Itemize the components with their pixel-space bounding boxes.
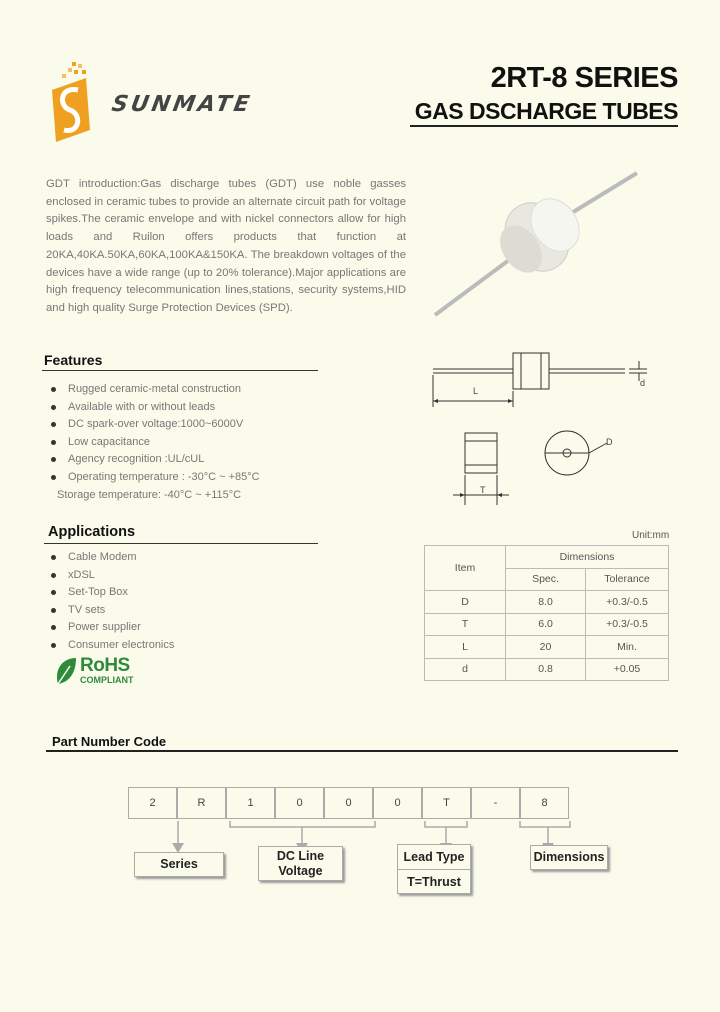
list-item: Rugged ceramic-metal construction (44, 381, 324, 399)
pn-char: T (422, 787, 471, 819)
brand-name: SUNMATE (109, 92, 255, 117)
part-number-divider (46, 750, 678, 752)
dc-voltage-box: DC Line Voltage (258, 846, 343, 881)
pn-char: 0 (324, 787, 373, 819)
dim-label-L: L (473, 386, 479, 396)
pn-char: 8 (520, 787, 569, 819)
part-number-heading: Part Number Code (52, 734, 167, 749)
spec-header: Spec. (506, 568, 586, 591)
page-title: 2RT-8 SERIES (490, 62, 678, 94)
dim-label-D: D (606, 437, 613, 447)
title-divider (410, 125, 678, 127)
series-box: Series (134, 852, 224, 877)
pn-char: 1 (226, 787, 275, 819)
storage-temperature: Storage temperature: -40°C ~ +115°C (57, 489, 242, 501)
dimensions-table (424, 545, 669, 681)
table-row: d 0.8 +0.05 (425, 658, 669, 681)
list-item: Set-Top Box (44, 584, 324, 602)
list-item: Operating temperature : -30°C ~ +85°C (44, 469, 324, 487)
list-item: DC spark-over voltage:1000~6000V (44, 416, 324, 434)
dimensions-header: Dimensions (506, 546, 669, 569)
list-item: Power supplier (44, 619, 324, 637)
applications-list (44, 549, 324, 654)
leaf-icon (54, 656, 78, 686)
list-item: Low capacitance (44, 434, 324, 452)
sunmate-logo (42, 60, 102, 150)
list-item: Available with or without leads (44, 399, 324, 417)
pn-char: - (471, 787, 520, 819)
features-list (44, 381, 324, 486)
table-row: L 20 Min. (425, 636, 669, 659)
pn-char: R (177, 787, 226, 819)
pn-char: 0 (275, 787, 324, 819)
dimensions-box: Dimensions (530, 845, 608, 870)
list-item: Consumer electronics (44, 637, 324, 655)
features-divider (42, 370, 318, 371)
rohs-compliant: COMPLIANT (80, 675, 134, 685)
rohs-label: RoHS (80, 655, 130, 676)
item-header: Item (425, 546, 506, 591)
intro-text: GDT introduction:Gas discharge tubes (GDT) use noble gasses enclosed in ceramic tubes to provide an alternate circuit path for voltage spikes.The ceramic envelope and with nickel connectors allow for high loads and Ruilon offers products that function at 20KA,40KA.50KA,60KA,100KA&150KA. The breakdown voltages of the devices have a wide range (up to 20% tolerance).Major applications are high frequency telecommunication lines,stations, security systems,HID and high quality Surge Protection Devices (SPD). (46, 178, 406, 314)
table-row: T 6.0 +0.3/-0.5 (425, 613, 669, 636)
list-item: Agency recognition :UL/cUL (44, 451, 324, 469)
product-image (425, 165, 645, 325)
features-heading: Features (44, 352, 103, 368)
list-item: TV sets (44, 602, 324, 620)
pn-char: 0 (373, 787, 422, 819)
list-item: Cable Modem (44, 549, 324, 567)
table-row: D 8.0 +0.3/-0.5 (425, 591, 669, 614)
dim-label-T: T (480, 485, 486, 495)
unit-label: Unit:mm (632, 530, 670, 541)
dimension-drawing (425, 345, 665, 505)
lead-type-box: Lead Type T=Thrust (397, 844, 471, 894)
dim-label-d: d (640, 378, 646, 388)
applications-heading: Applications (48, 524, 136, 540)
page-subtitle: GAS DSCHARGE TUBES (414, 98, 678, 124)
applications-divider (44, 543, 318, 544)
list-item: xDSL (44, 567, 324, 585)
tolerance-header: Tolerance (586, 568, 669, 591)
pn-char: 2 (128, 787, 177, 819)
